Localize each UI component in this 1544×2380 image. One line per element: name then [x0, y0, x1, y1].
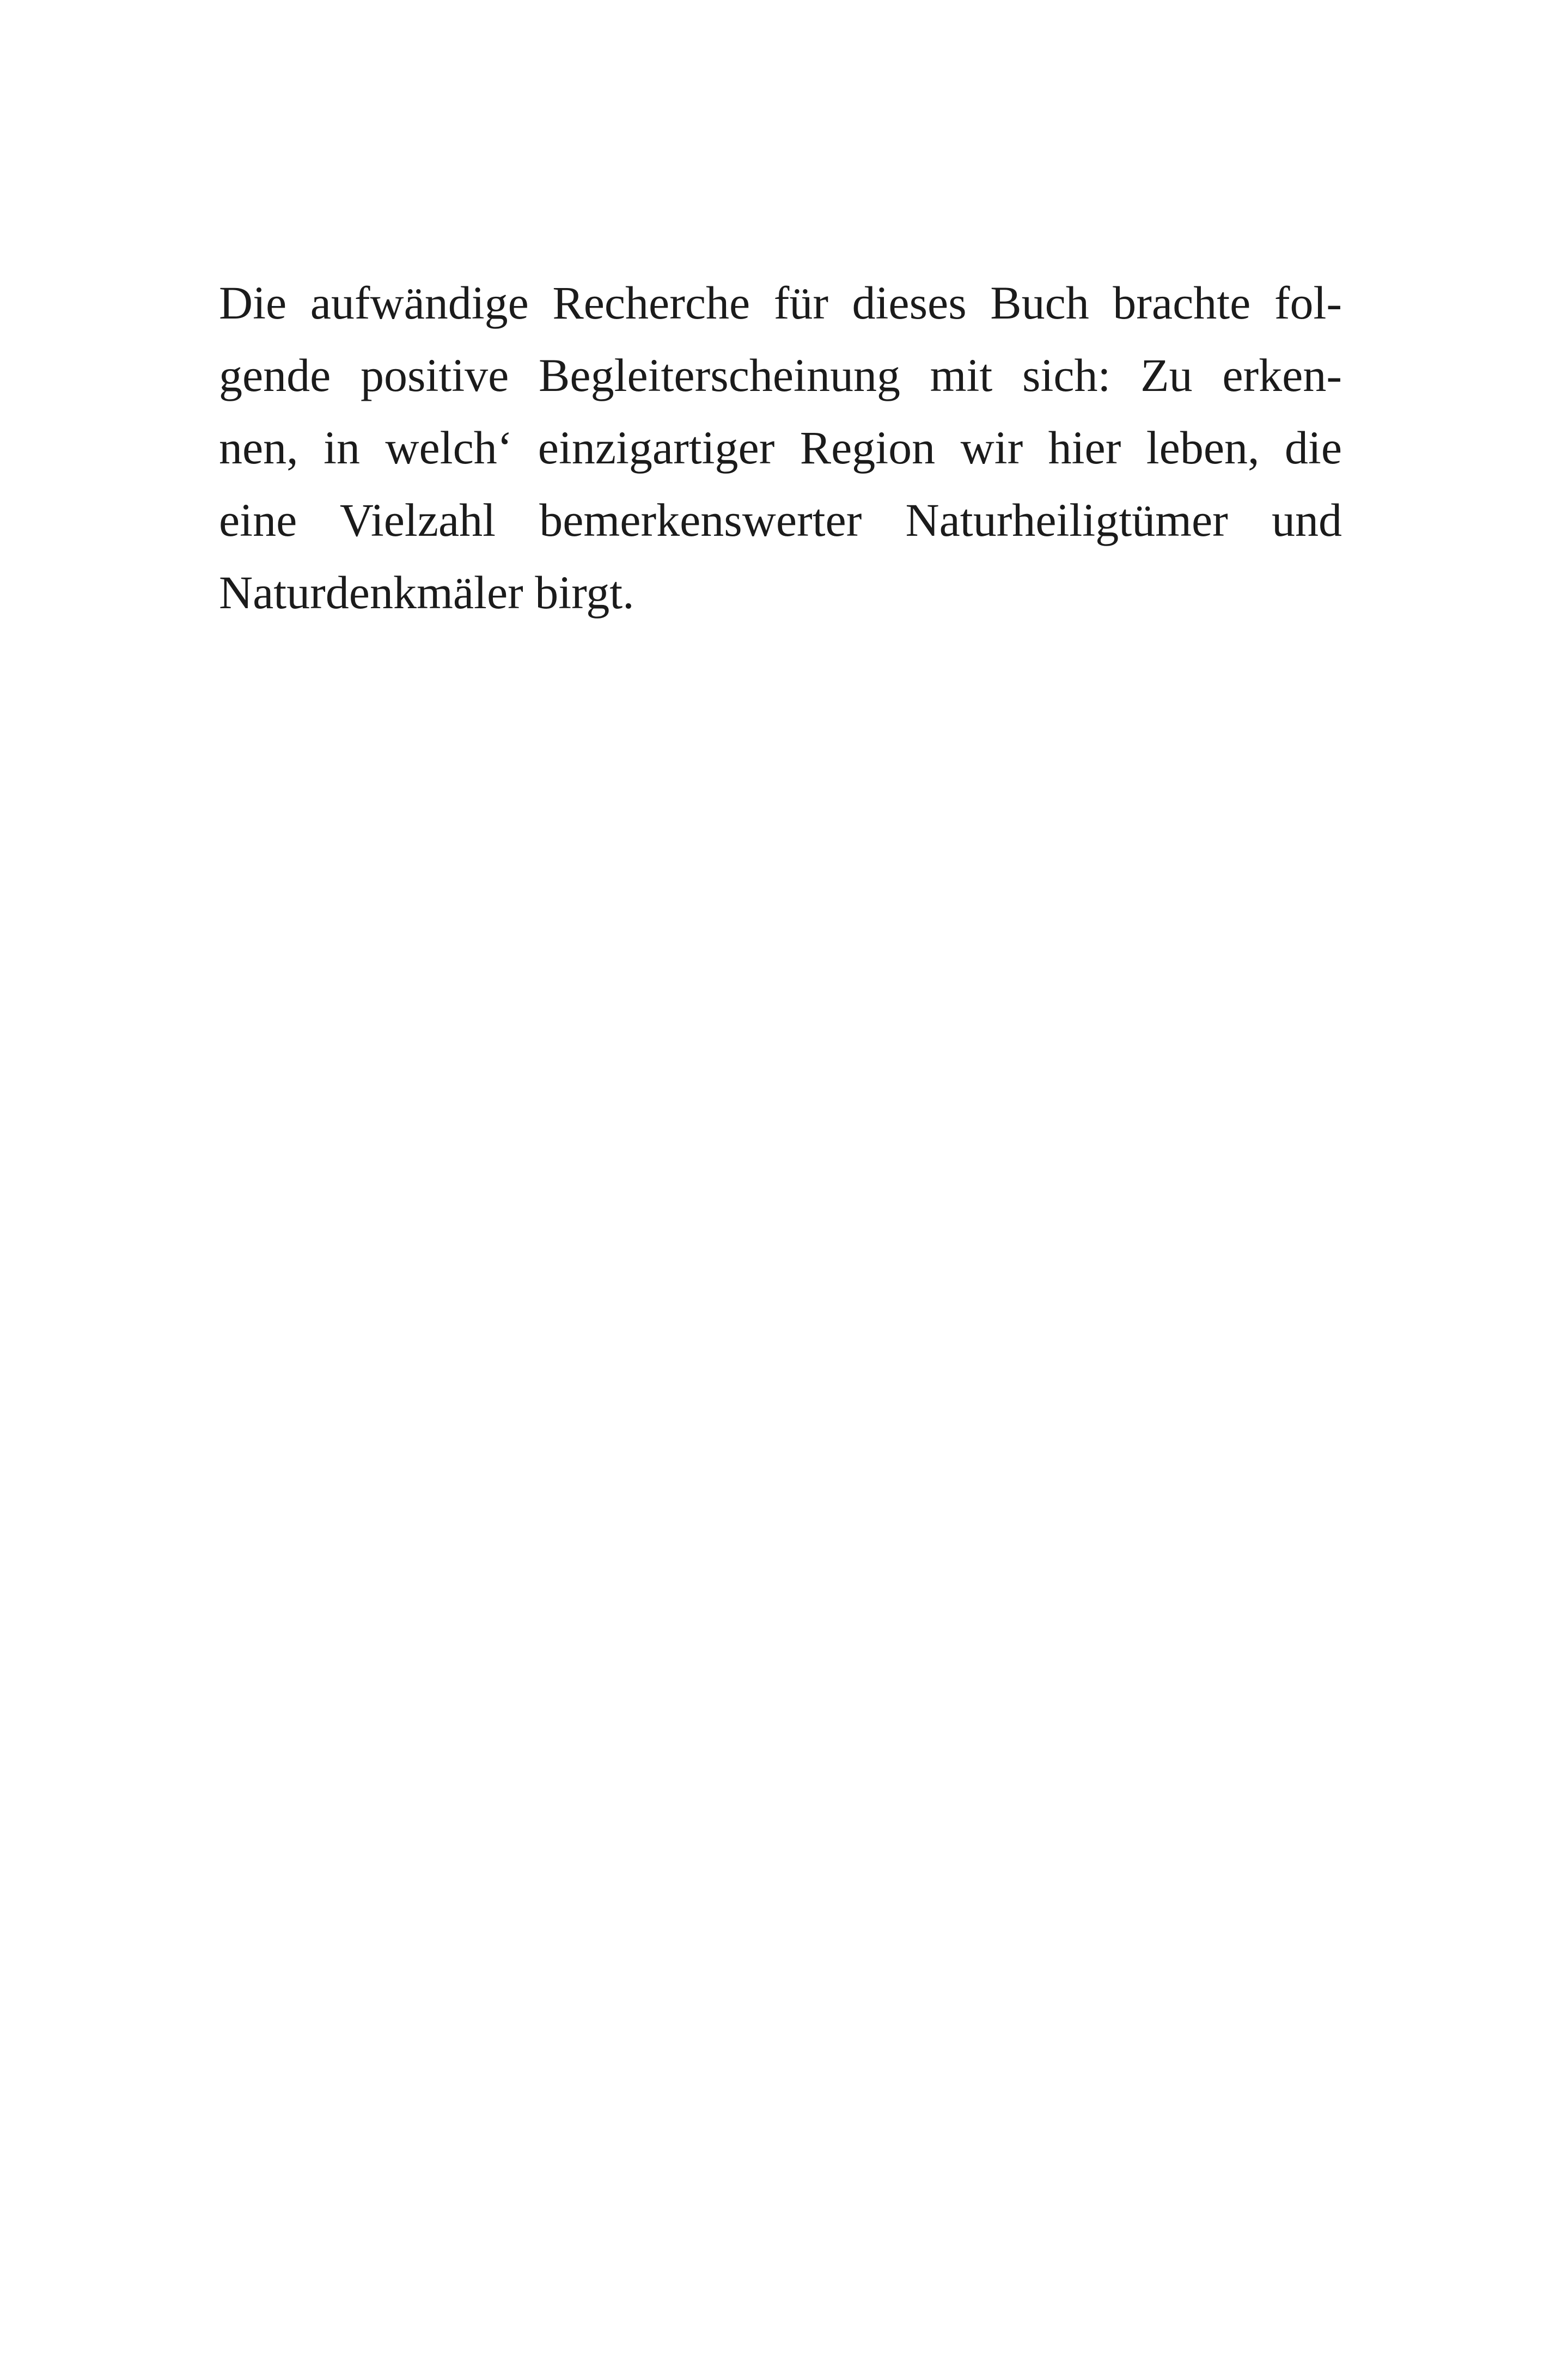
paragraph-line-4: eine Vielzahl bemerkenswerter Naturheiligtümer und [219, 494, 1342, 546]
paragraph-line-5: Naturdenkmäler birgt. [219, 566, 634, 619]
body-paragraph [219, 267, 1342, 629]
paragraph-line-1: Die aufwändige Recherche für dieses Buch brachte fol- [219, 277, 1342, 329]
paragraph-line-2: gende positive Begleiterscheinung mit sich: Zu erken- [219, 349, 1342, 401]
paragraph-line-3: nen, in welch‘ einzigartiger Region wir hier leben, die [219, 421, 1342, 474]
